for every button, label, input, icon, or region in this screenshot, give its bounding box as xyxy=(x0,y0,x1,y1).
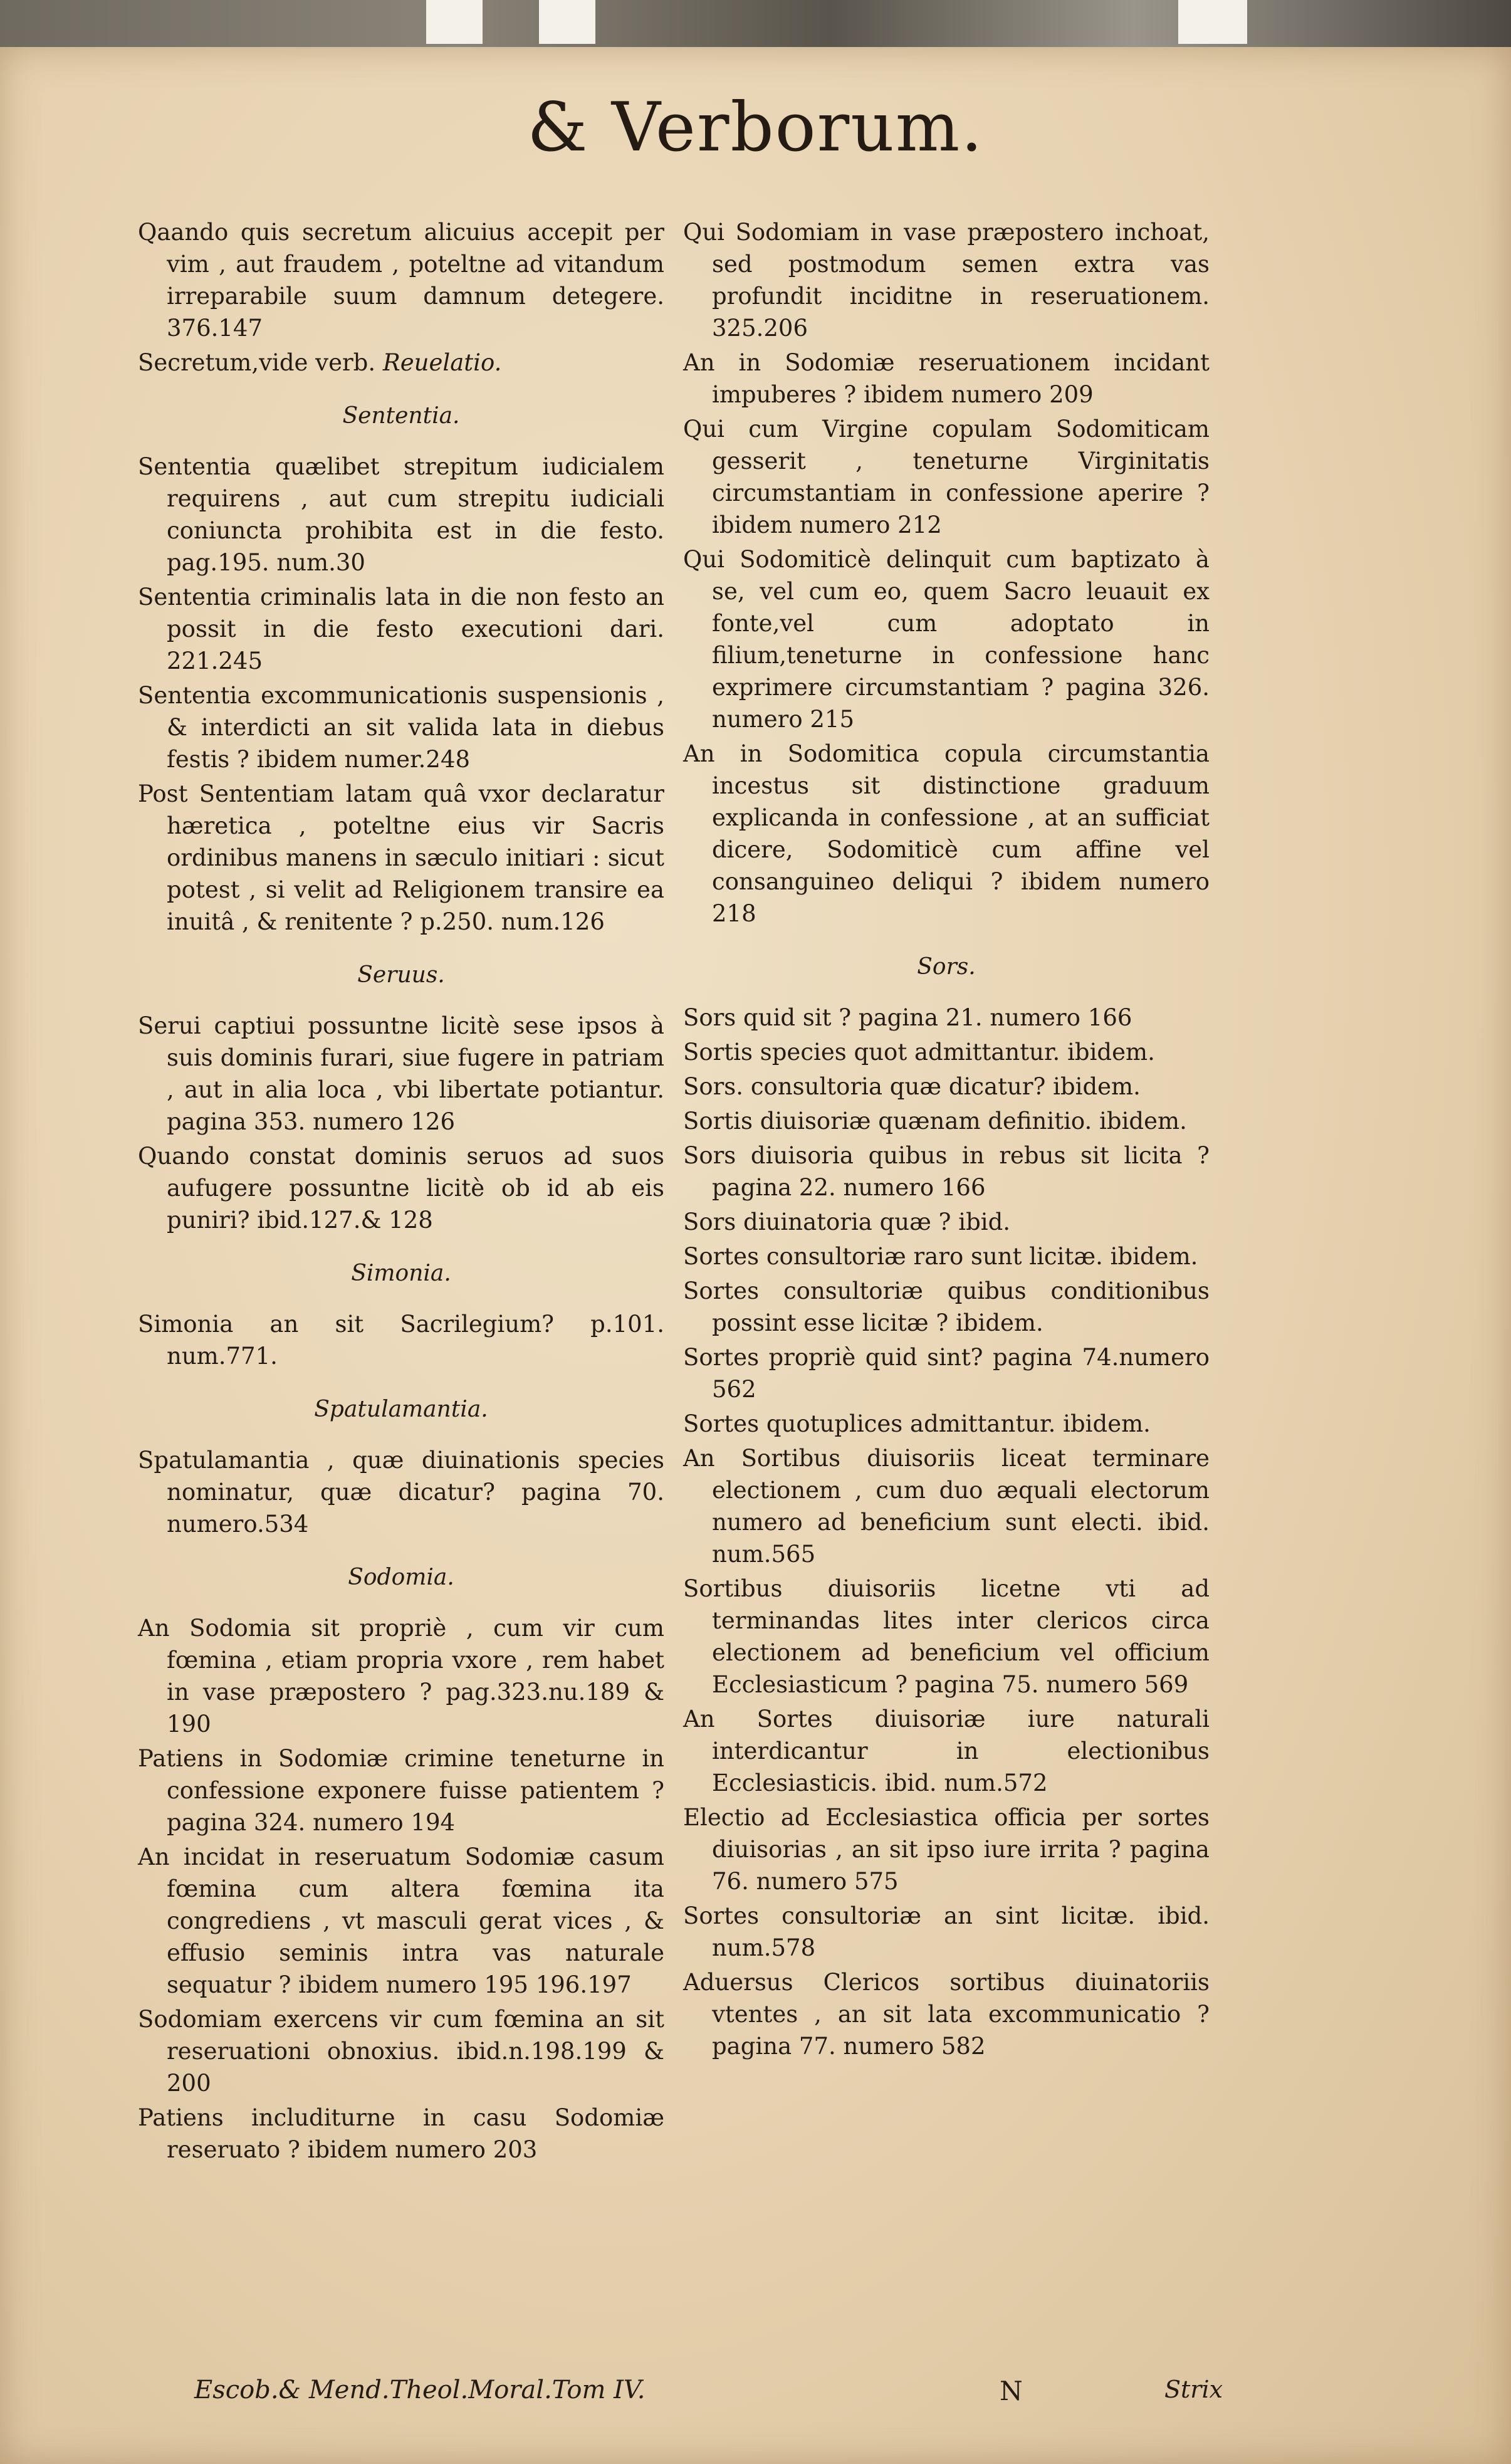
index-entry-text: Sortes consultoriæ raro sunt licitæ. ibidem. xyxy=(683,1243,1198,1270)
index-entry xyxy=(138,581,664,677)
index-entry-text: Sententia excommunicationis suspensionis , & interdicti an sit valida lata in diebus festis ? ibidem numer.248 xyxy=(138,682,664,773)
section-heading: Sors. xyxy=(917,954,976,980)
index-entry-text: Sortes consultoriæ quibus conditionibus possint esse licitæ ? ibidem. xyxy=(683,1277,1210,1336)
index-entry-text: Sodomiam exercens vir cum fœmina an sit reseruationi obnoxius. ibid.n.198.199 & 200 xyxy=(138,2006,664,2097)
index-entry xyxy=(138,679,664,775)
index-entry-text: Spatulamantia , quæ diuinationis species nominatur, quæ dicatur? pagina 70. numero.534 xyxy=(138,1447,664,1538)
index-entry xyxy=(683,1275,1210,1339)
index-entry-text: Qui Sodomiam in vase præpostero inchoat, sed postmodum semen extra vas profundit inciditne in reseruationem. 325.206 xyxy=(683,219,1210,342)
index-entry xyxy=(683,1071,1210,1103)
index-entry xyxy=(683,1966,1210,2062)
index-entry xyxy=(683,1140,1210,1203)
scan-background-strip xyxy=(0,0,1511,50)
footer-catchword: Strix xyxy=(1164,2376,1223,2403)
left-column xyxy=(138,216,664,2168)
index-entry xyxy=(683,1105,1210,1137)
index-entry xyxy=(683,1442,1210,1570)
color-calibration-patch xyxy=(426,0,483,44)
index-entry xyxy=(138,1140,664,1236)
index-entry xyxy=(683,1002,1210,1034)
index-entry-text: An Sodomia sit propriè , cum vir cum fœmina , etiam propria vxore , rem habet in vase præpostero ? pag.323.nu.189 & 190 xyxy=(138,1615,664,1738)
index-entry-text: Post Sententiam latam quâ vxor declaratur hæretica , poteltne eius vir Sacris ordinibus manens in sæculo initiari : sicut potest , si velit ad Religionem transire ea inuitâ , & renitente ? p.250. num.126 xyxy=(138,780,664,935)
index-entry-text: Qui cum Virgine copulam Sodomiticam gesserit , teneturne Virginitatis circumstantiam in confessione aperire ? ibidem numero 212 xyxy=(683,416,1210,538)
color-calibration-patch xyxy=(539,0,595,44)
footer-running-title: Escob.& Mend.Theol.Moral.Tom IV. xyxy=(194,2376,646,2404)
index-entry xyxy=(683,1240,1210,1272)
index-entry-text: Sortibus diuisoriis licetne vti ad terminandas lites inter clericos circa electionem ad beneficium vel officium Ecclesiasticum ? pagina 75. numero 569 xyxy=(683,1575,1210,1698)
index-entry xyxy=(138,1612,664,1740)
index-entry xyxy=(138,216,664,344)
index-entry-text: Simonia an sit Sacrilegium? p.101. num.771. xyxy=(138,1311,664,1370)
index-entry-text: An Sortes diuisoriæ iure naturali interdicantur in electionibus Ecclesiasticis. ibid. num.572 xyxy=(683,1706,1210,1796)
index-entry xyxy=(138,1841,664,2001)
index-entry-cross-reference: Reuelatio. xyxy=(382,349,502,376)
index-entry xyxy=(138,1743,664,1838)
index-entry-text: Secretum,vide verb. xyxy=(138,349,383,376)
index-entry xyxy=(138,2102,664,2166)
section-heading: Sodomia. xyxy=(348,1565,454,1590)
index-entry xyxy=(683,347,1210,411)
index-entry xyxy=(683,1206,1210,1238)
index-entry xyxy=(138,347,664,379)
index-entry-text: An in Sodomiæ reseruationem incidant impuberes ? ibidem numero 209 xyxy=(683,349,1210,408)
index-entry xyxy=(683,1900,1210,1964)
index-entry xyxy=(683,1703,1210,1799)
section-heading: Simonia. xyxy=(351,1261,451,1286)
index-entry-text: Sortis species quot admittantur. ibidem. xyxy=(683,1039,1155,1066)
index-entry xyxy=(683,1408,1210,1440)
index-entry xyxy=(138,2003,664,2099)
index-entry xyxy=(683,413,1210,541)
index-entry-text: Sors quid sit ? pagina 21. numero 166 xyxy=(683,1004,1132,1031)
index-entry-text: Sors. consultoria quæ dicatur? ibidem. xyxy=(683,1073,1141,1100)
index-entry-text: Sortes propriè quid sint? pagina 74.numero 562 xyxy=(683,1344,1210,1403)
index-entry-text: Sortes quotuplices admittantur. ibidem. xyxy=(683,1410,1151,1437)
index-entry-text: An incidat in reseruatum Sodomiæ casum fœmina cum altera fœmina ita congrediens , vt masculi gerat vices , & effusio seminis intra vas naturale sequatur ? ibidem numero 195 196.197 xyxy=(138,1843,664,1998)
index-entry xyxy=(683,738,1210,930)
right-column xyxy=(683,216,1210,2065)
index-entry xyxy=(683,216,1210,344)
index-entry-text: Qui Sodomiticè delinquit cum baptizato à se, vel cum eo, quem Sacro leuauit ex fonte,vel cum adoptato in filium,teneturne in confessione hanc exprimere circumstantiam ? pagina 326. numero 215 xyxy=(683,546,1210,733)
section-heading: Spatulamantia. xyxy=(314,1397,488,1422)
index-entry-text: Aduersus Clericos sortibus diuinatoriis vtentes , an sit lata excommunicatio ? pagina 77. numero 582 xyxy=(683,1969,1210,2060)
index-entry-text: Patiens includiturne in casu Sodomiæ reseruato ? ibidem numero 203 xyxy=(138,2104,664,2163)
index-entry-text: Sortis diuisoriæ quænam definitio. ibidem. xyxy=(683,1108,1187,1135)
index-entry-text: Sors diuinatoria quæ ? ibid. xyxy=(683,1208,1011,1235)
section-heading: Sententia. xyxy=(342,403,460,429)
index-entry xyxy=(683,1573,1210,1701)
index-entry-text: Sententia criminalis lata in die non festo an possit in die festo executioni dari. 221.245 xyxy=(138,584,664,674)
index-entry-text: Sors diuisoria quibus in rebus sit licita ? pagina 22. numero 166 xyxy=(683,1142,1210,1201)
color-calibration-patch xyxy=(1178,0,1247,44)
index-entry-text: An in Sodomitica copula circumstantia incestus sit distinctione graduum explicanda in confessione , at an sufficiat dicere, Sodomiticè cum affine vel consanguineo deliqui ? ibidem numero 218 xyxy=(683,740,1210,927)
index-entry xyxy=(138,1444,664,1540)
index-entry-text: Patiens in Sodomiæ crimine teneturne in confessione exponere fuisse patientem ? pagina 324. numero 194 xyxy=(138,1745,664,1836)
index-entry-text: Electio ad Ecclesiastica officia per sortes diuisorias , an sit ipso iure irrita ? pagina 76. numero 575 xyxy=(683,1804,1210,1895)
page-title: & Verborum. xyxy=(527,88,984,167)
index-entry xyxy=(683,1341,1210,1405)
index-entry xyxy=(683,1801,1210,1897)
index-entry xyxy=(138,778,664,938)
index-entry xyxy=(138,1308,664,1372)
index-entry-text: Serui captiui possuntne licitè sese ipsos à suis dominis furari, siue fugere in patriam , aut in alia loca , vbi libertate potiantur. pagina 353. numero 126 xyxy=(138,1012,664,1135)
index-entry-text: Sententia quælibet strepitum iudicialem requirens , aut cum strepitu iudiciali coniuncta prohibita est in die festo. pag.195. num.30 xyxy=(138,453,664,576)
section-heading: Seruus. xyxy=(357,962,445,988)
index-entry-text: Qaando quis secretum alicuius accepit per vim , aut fraudem , poteltne ad vitandum irreparabile suum damnum detegere. 376.147 xyxy=(138,219,664,342)
index-entry-text: Sortes consultoriæ an sint licitæ. ibid. num.578 xyxy=(683,1902,1210,1961)
index-entry xyxy=(683,543,1210,735)
index-entry xyxy=(138,1010,664,1138)
footer-signature-mark: N xyxy=(1000,2376,1023,2406)
index-entry-text: An Sortibus diuisoriis liceat terminare electionem , cum duo æquali electorum numero ad beneficium sunt electi. ibid. num.565 xyxy=(683,1445,1210,1568)
index-entry xyxy=(138,451,664,579)
index-entry xyxy=(683,1036,1210,1068)
index-entry-text: Quando constat dominis seruos ad suos aufugere possuntne licitè ob id ab eis puniri? ibid.127.& 128 xyxy=(138,1143,664,1234)
